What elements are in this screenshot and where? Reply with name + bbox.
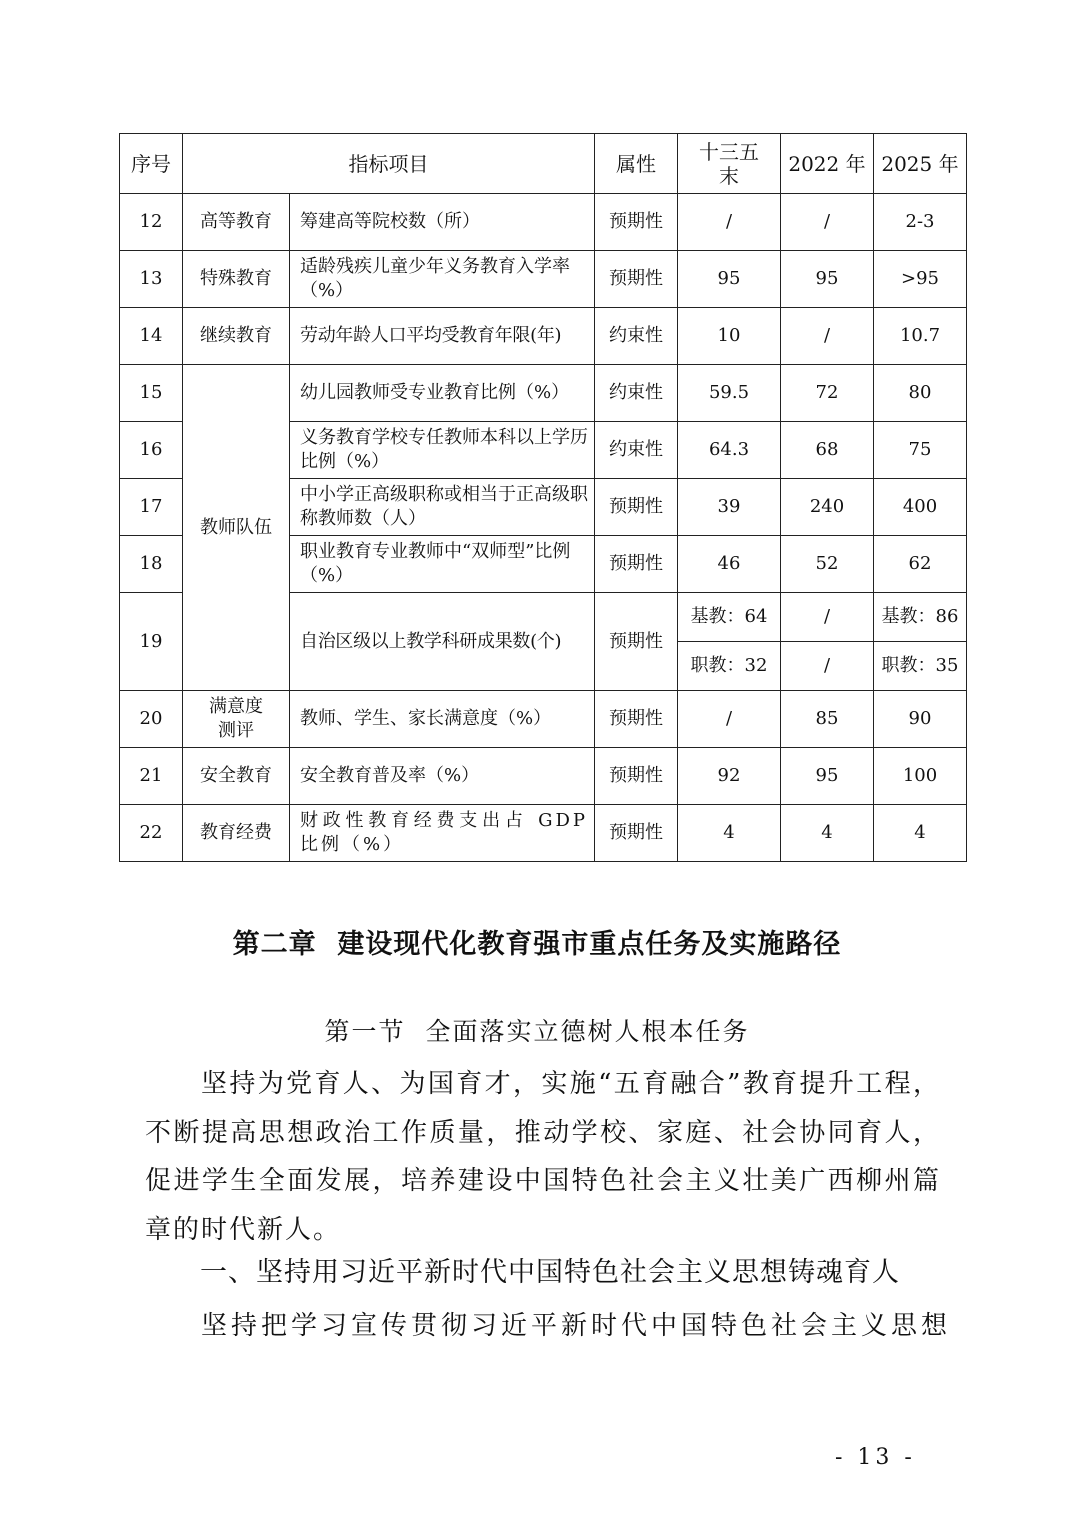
row-val-end: 4 bbox=[678, 805, 781, 862]
row-val-2022: / bbox=[781, 194, 874, 251]
row-category: 教师队伍 bbox=[183, 365, 290, 691]
body-paragraph: 坚持为党育人、为国育才，实施“五育融合”教育提升工程，不断提高思想政治工作质量，推动学校、家庭、社会协同育人，促进学生全面发展，培养建设中国特色社会主义壮美广西柳州篇章的时代新人。 bbox=[145, 1069, 941, 1245]
row-item: 教师、学生、家长满意度（%） bbox=[290, 691, 595, 748]
row-attr: 约束性 bbox=[595, 308, 678, 365]
row-val-2022: / bbox=[781, 642, 874, 691]
row-no: 17 bbox=[120, 479, 183, 536]
row-val-end: 职教：32 bbox=[678, 642, 781, 691]
table-row bbox=[120, 748, 967, 805]
table-row bbox=[120, 691, 967, 748]
table-row bbox=[120, 251, 967, 308]
row-val-2025: 10.7 bbox=[874, 308, 967, 365]
row-attr: 预期性 bbox=[595, 805, 678, 862]
body-paragraph: 坚持把学习宣传贯彻习近平新时代中国特色社会主义思想 bbox=[201, 1311, 952, 1341]
row-val-end: 95 bbox=[678, 251, 781, 308]
row-val-2022: 95 bbox=[781, 251, 874, 308]
row-val-2025: 100 bbox=[874, 748, 967, 805]
row-val-2022: 68 bbox=[781, 422, 874, 479]
row-val-end: 92 bbox=[678, 748, 781, 805]
row-val-2025: 62 bbox=[874, 536, 967, 593]
table-row bbox=[120, 194, 967, 251]
row-val-2025: >95 bbox=[874, 251, 967, 308]
row-val-2022: 240 bbox=[781, 479, 874, 536]
table-row bbox=[120, 365, 967, 422]
row-item: 自治区级以上教学科研成果数(个) bbox=[290, 593, 595, 691]
indicator-table bbox=[119, 133, 967, 862]
row-val-2025: 90 bbox=[874, 691, 967, 748]
row-no: 15 bbox=[120, 365, 183, 422]
row-no: 13 bbox=[120, 251, 183, 308]
row-attr: 预期性 bbox=[595, 748, 678, 805]
row-item: 中小学正高级职称或相当于正高级职称教师数（人） bbox=[290, 479, 595, 536]
row-no: 22 bbox=[120, 805, 183, 862]
header-13th-fyp-end: 十三五末 bbox=[678, 134, 781, 194]
row-val-2022: 4 bbox=[781, 805, 874, 862]
chapter-title: 第二章 建设现代化教育强市重点任务及实施路径 bbox=[232, 929, 842, 960]
row-attr: 预期性 bbox=[595, 194, 678, 251]
row-val-end: 46 bbox=[678, 536, 781, 593]
row-val-2022: 95 bbox=[781, 748, 874, 805]
row-val-end: 64.3 bbox=[678, 422, 781, 479]
row-category: 高等教育 bbox=[183, 194, 290, 251]
row-val-2025: 400 bbox=[874, 479, 967, 536]
row-val-end: 10 bbox=[678, 308, 781, 365]
row-attr: 预期性 bbox=[595, 479, 678, 536]
row-item: 筹建高等院校数（所） bbox=[290, 194, 595, 251]
row-item: 适龄残疾儿童少年义务教育入学率（%） bbox=[290, 251, 595, 308]
header-attr: 属性 bbox=[595, 134, 678, 194]
table-row bbox=[120, 308, 967, 365]
row-val-end: 基教：64 bbox=[678, 593, 781, 642]
row-attr: 预期性 bbox=[595, 593, 678, 691]
row-val-2022: 85 bbox=[781, 691, 874, 748]
row-val-end: / bbox=[678, 194, 781, 251]
row-val-2022: 72 bbox=[781, 365, 874, 422]
row-val-2022: / bbox=[781, 308, 874, 365]
row-category: 特殊教育 bbox=[183, 251, 290, 308]
row-item: 职业教育专业教师中“双师型”比例（%） bbox=[290, 536, 595, 593]
row-no: 19 bbox=[120, 593, 183, 691]
row-val-2025: 职教：35 bbox=[874, 642, 967, 691]
row-val-2025: 80 bbox=[874, 365, 967, 422]
row-attr: 约束性 bbox=[595, 422, 678, 479]
row-item: 幼儿园教师受专业教育比例（%） bbox=[290, 365, 595, 422]
row-category: 教育经费 bbox=[183, 805, 290, 862]
section-title: 第一节 全面落实立德树人根本任务 bbox=[324, 1017, 750, 1046]
sub-heading: 一、坚持用习近平新时代中国特色社会主义思想铸魂育人 bbox=[200, 1257, 900, 1288]
row-attr: 预期性 bbox=[595, 251, 678, 308]
row-no: 18 bbox=[120, 536, 183, 593]
row-val-2025: 基教：86 bbox=[874, 593, 967, 642]
row-attr: 约束性 bbox=[595, 365, 678, 422]
row-val-end: / bbox=[678, 691, 781, 748]
row-category: 满意度测评 bbox=[183, 691, 290, 748]
row-val-end: 39 bbox=[678, 479, 781, 536]
row-item: 财政性教育经费支出占 GDP 比例（%） bbox=[290, 805, 595, 862]
header-no: 序号 bbox=[120, 134, 183, 194]
row-no: 14 bbox=[120, 308, 183, 365]
header-2022: 2022 年 bbox=[781, 134, 874, 194]
row-no: 21 bbox=[120, 748, 183, 805]
row-item: 劳动年龄人口平均受教育年限(年) bbox=[290, 308, 595, 365]
row-val-2022: 52 bbox=[781, 536, 874, 593]
header-2025: 2025 年 bbox=[874, 134, 967, 194]
row-val-2022: / bbox=[781, 593, 874, 642]
row-attr: 预期性 bbox=[595, 536, 678, 593]
row-val-2025: 4 bbox=[874, 805, 967, 862]
header-item: 指标项目 bbox=[183, 134, 595, 194]
row-val-2025: 75 bbox=[874, 422, 967, 479]
row-no: 16 bbox=[120, 422, 183, 479]
row-no: 20 bbox=[120, 691, 183, 748]
page-number: - 13 - bbox=[835, 1445, 916, 1470]
row-item: 义务教育学校专任教师本科以上学历比例（%） bbox=[290, 422, 595, 479]
row-category: 安全教育 bbox=[183, 748, 290, 805]
row-category: 继续教育 bbox=[183, 308, 290, 365]
row-attr: 预期性 bbox=[595, 691, 678, 748]
row-no: 12 bbox=[120, 194, 183, 251]
table-row bbox=[120, 805, 967, 862]
row-val-2025: 2-3 bbox=[874, 194, 967, 251]
row-item: 安全教育普及率（%） bbox=[290, 748, 595, 805]
row-val-end: 59.5 bbox=[678, 365, 781, 422]
